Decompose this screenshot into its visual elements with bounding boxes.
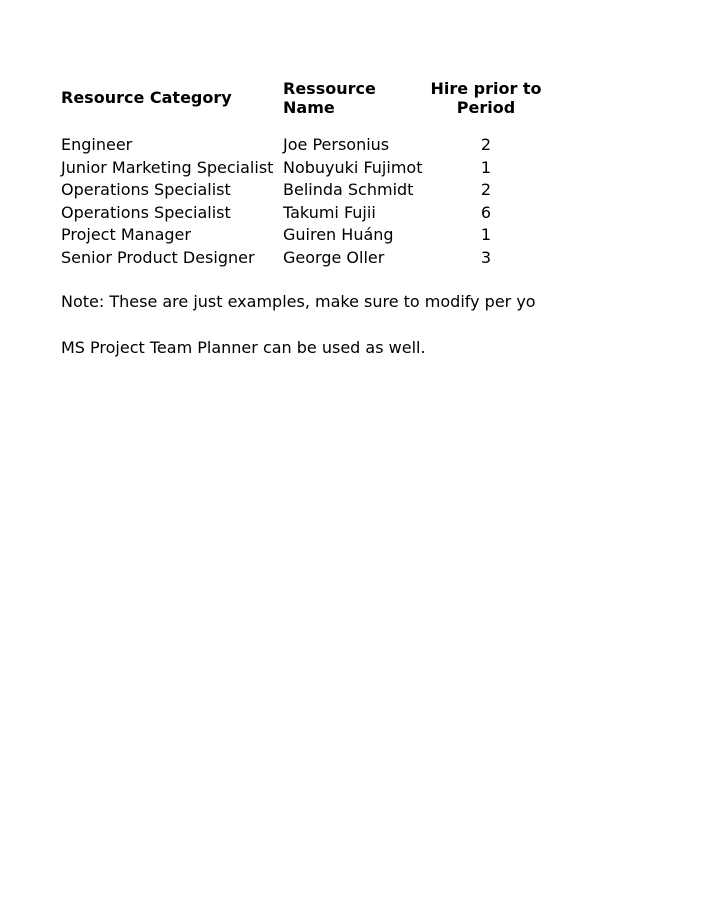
cell-resource-category: Operations Specialist [61, 203, 231, 222]
header-hire-line2: Period [456, 98, 516, 117]
cell-resource-name: George Oller [283, 248, 385, 267]
table-row [0, 224, 714, 246]
cell-hire-prior: 3 [480, 248, 492, 267]
header-hire-prior-to-period [420, 79, 552, 117]
table-row [0, 247, 714, 269]
note-ms-project: MS Project Team Planner can be used as well. [61, 338, 426, 357]
cell-resource-name: Nobuyuki Fujimot [283, 158, 423, 177]
cell-resource-category: Operations Specialist [61, 180, 231, 199]
cell-hire-prior: 1 [480, 225, 492, 244]
header-resource-name-line1: Ressource [283, 79, 376, 98]
cell-resource-category: Senior Product Designer [61, 248, 255, 267]
table-row [0, 157, 714, 179]
cell-hire-prior: 2 [480, 135, 492, 154]
cell-hire-prior: 6 [480, 203, 492, 222]
cell-hire-prior: 1 [480, 158, 492, 177]
cell-resource-name: Belinda Schmidt [283, 180, 414, 199]
note-examples: Note: These are just examples, make sure to modify per yo [61, 292, 536, 311]
header-resource-name [283, 79, 376, 117]
cell-resource-category: Junior Marketing Specialist [61, 158, 274, 177]
cell-resource-name: Takumi Fujii [283, 203, 376, 222]
header-resource-name-line2: Name [283, 98, 335, 117]
table-row [0, 134, 714, 156]
header-hire-line1: Hire prior to [430, 79, 542, 98]
cell-resource-category: Engineer [61, 135, 133, 154]
table-row [0, 202, 714, 224]
cell-resource-name: Joe Personius [283, 135, 390, 154]
cell-resource-name: Guiren Huáng [283, 225, 394, 244]
cell-hire-prior: 2 [480, 180, 492, 199]
cell-resource-category: Project Manager [61, 225, 191, 244]
header-resource-category: Resource Category [61, 88, 232, 107]
table-row [0, 179, 714, 201]
